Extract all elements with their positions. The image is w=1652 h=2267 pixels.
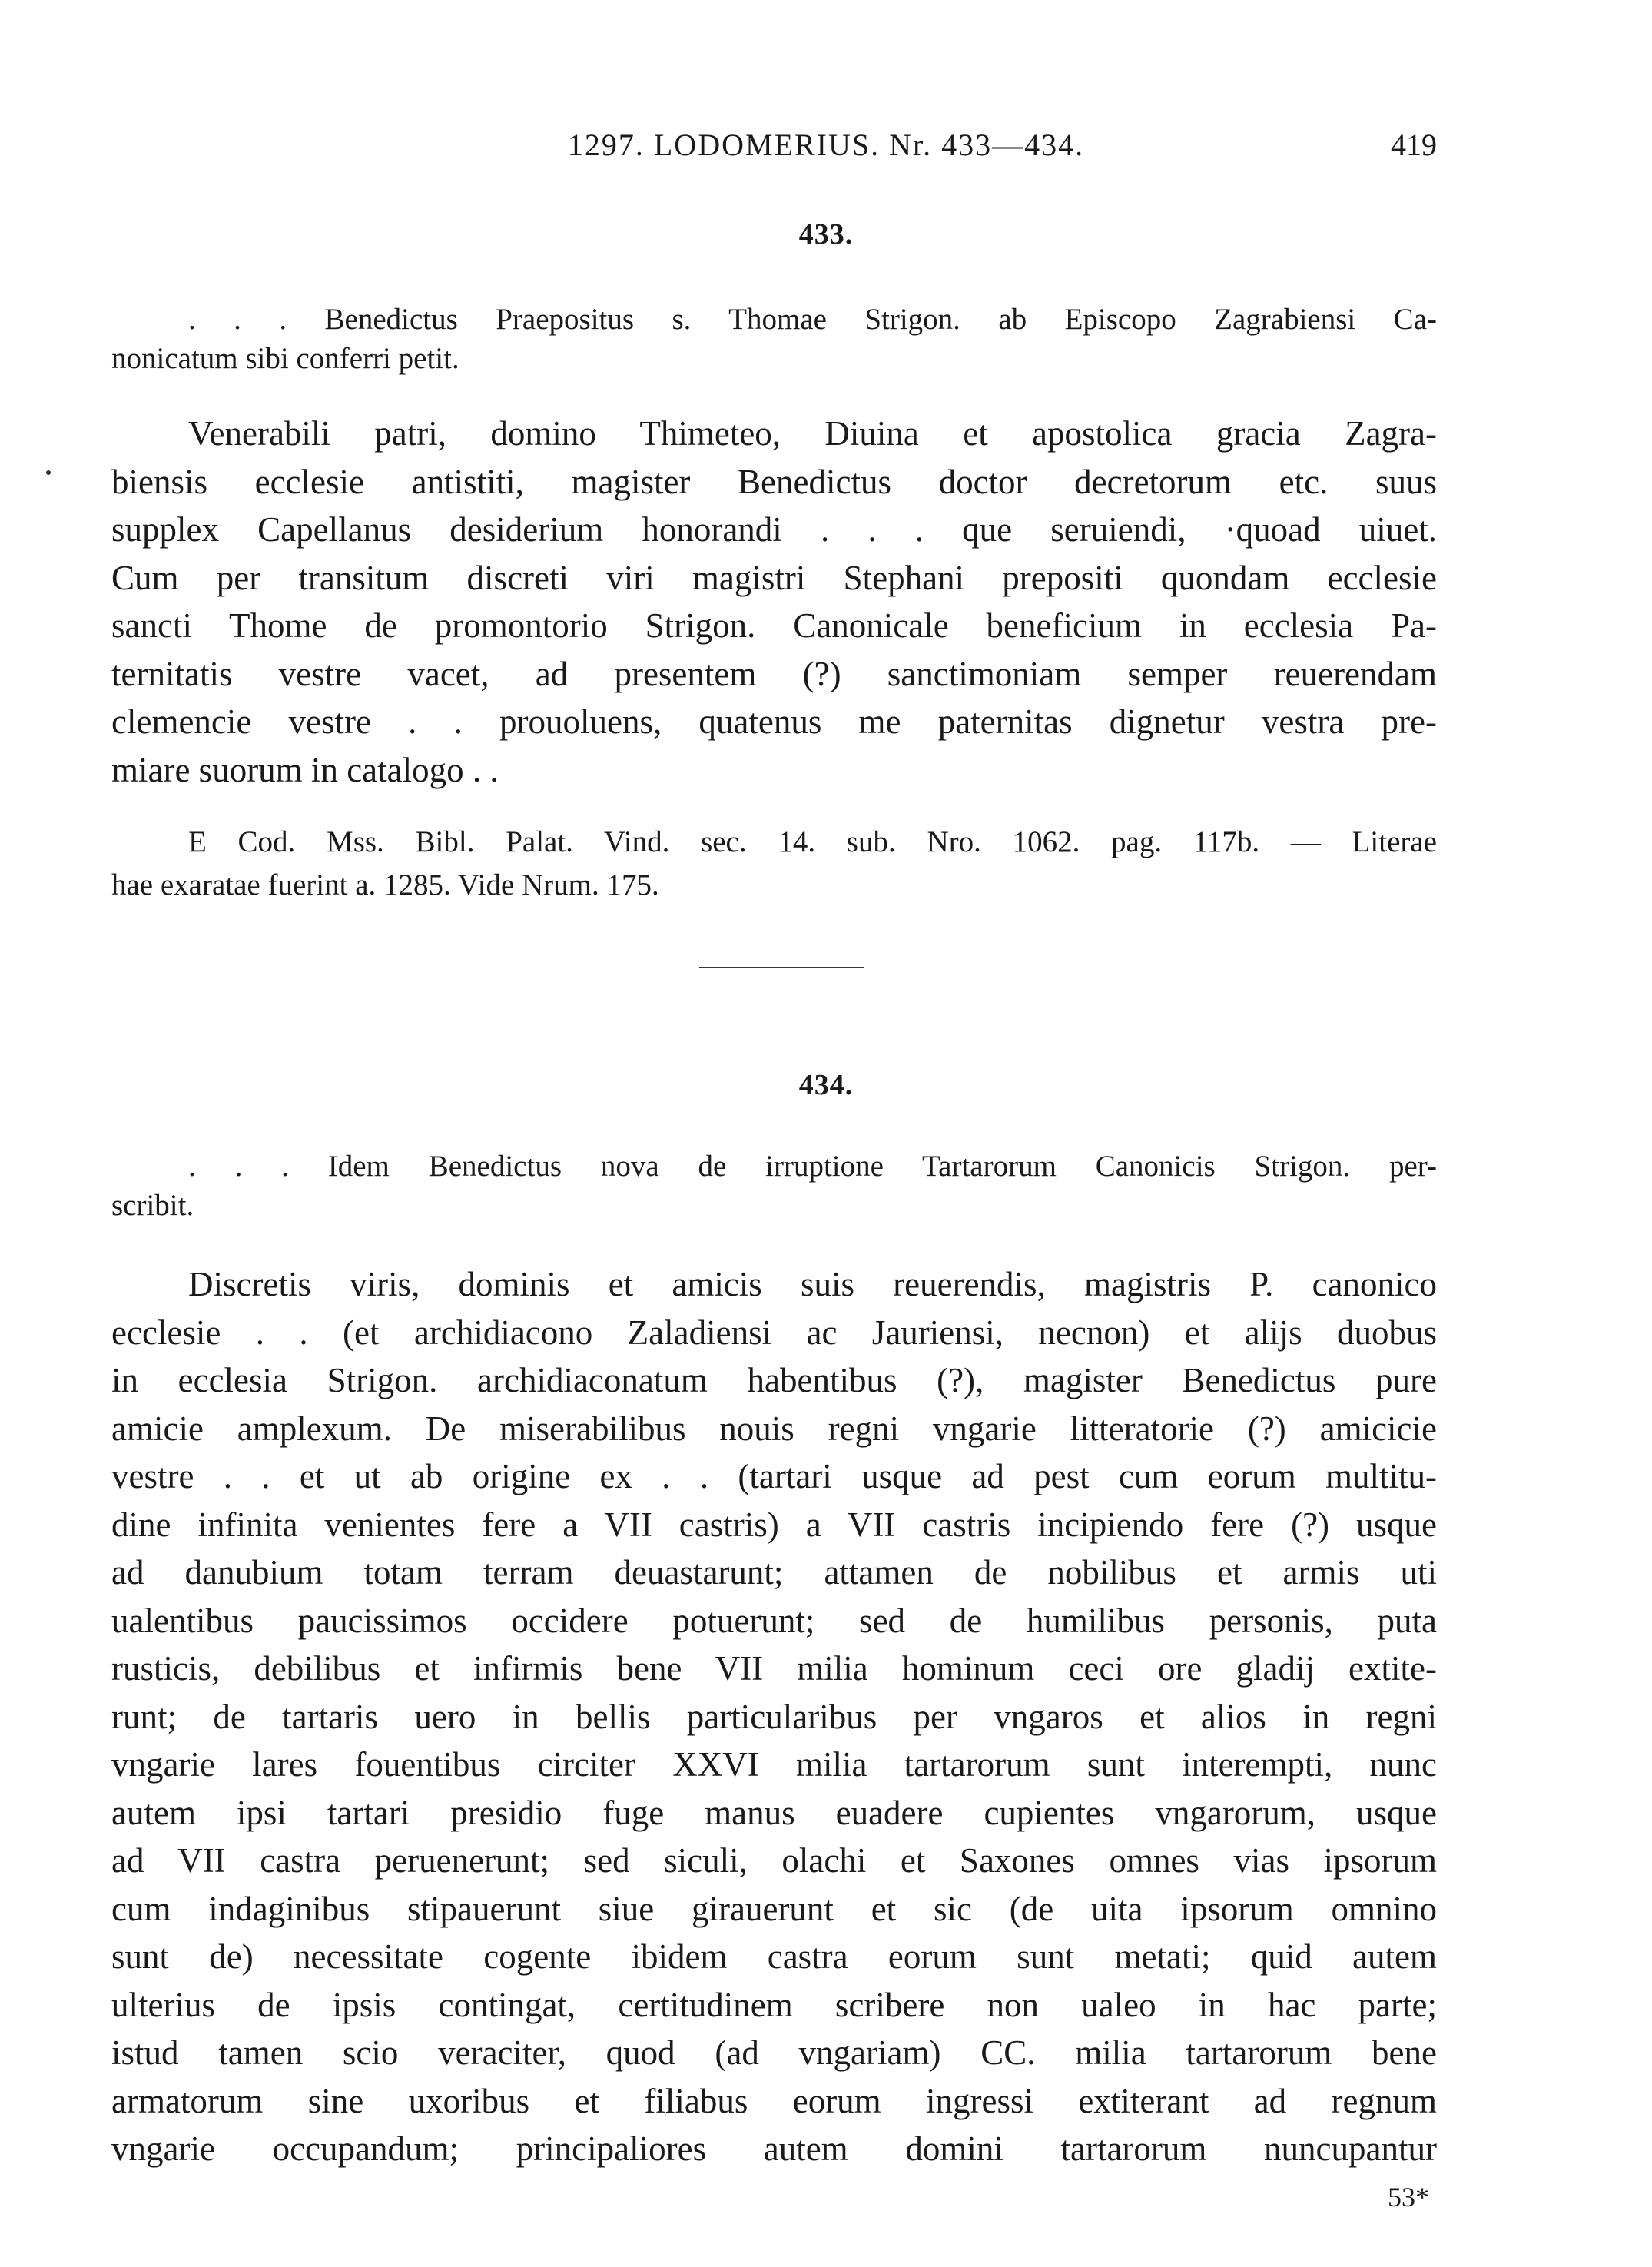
body-line: in ecclesia Strigon. archidiaconatum habentibus (?), magister Benedictus pure	[111, 1361, 1437, 1399]
body-433	[111, 410, 1437, 794]
body-line: ad danubium totam terram deuastarunt; attamen de nobilibus et armis uti	[111, 1553, 1437, 1592]
body-434	[111, 1260, 1437, 2173]
running-title: 1297. LODOMERIUS. Nr. 433—434.	[567, 128, 1085, 162]
body-line: rusticis, debilibus et infirmis bene VII milia hominum ceci ore gladij extite-	[111, 1649, 1437, 1688]
body-line: autem ipsi tartari presidio fuge manus euadere cupientes vngarorum, usque	[111, 1793, 1437, 1832]
body-line: dine infinita venientes fere a VII castris) a VII castris incipiendo fere (?) usque	[111, 1505, 1437, 1544]
section-divider	[699, 967, 864, 968]
body-line: sunt de) necessitate cogente ibidem castra eorum sunt metati; quid autem	[111, 1937, 1437, 1976]
entry-number-434: 434.	[798, 1069, 854, 1101]
body-line: ad VII castra peruenerunt; sed siculi, olachi et Saxones omnes vias ipsorum	[111, 1841, 1437, 1880]
body-line: Cum per transitum discreti viri magistri Stephani prepositi quondam ecclesie	[111, 558, 1437, 597]
signature-mark: 53*	[1388, 2182, 1429, 2212]
running-head	[0, 127, 1652, 173]
body-line: biensis ecclesie antistiti, magister Benedictus doctor decretorum etc. suus	[111, 462, 1437, 501]
body-line: vngarie lares fouentibus circiter XXVI milia tartarorum sunt interempti, nunc	[111, 1745, 1437, 1784]
body-line: miare suorum in catalogo . .	[111, 750, 499, 789]
body-line: ualentibus paucissimos occidere potuerunt; sed de humilibus personis, puta	[111, 1601, 1437, 1640]
summary-433	[111, 300, 1437, 378]
page-number: 419	[1391, 128, 1437, 162]
body-line: ulterius de ipsis contingat, certitudinem scribere non ualeo in hac parte;	[111, 1985, 1437, 2024]
summary-line: scribit.	[111, 1189, 194, 1222]
body-line: istud tamen scio veraciter, quod (ad vngariam) CC. milia tartarorum bene	[111, 2033, 1437, 2072]
summary-line: . . . Benedictus Praepositus s. Thomae Strigon. ab Episcopo Zagrabiensi Ca-	[188, 303, 1437, 336]
body-line: Venerabili patri, domino Thimeteo, Diuina et apostolica gracia Zagra-	[188, 414, 1437, 453]
body-line: ternitatis vestre vacet, ad presentem (?) sanctimoniam semper reuerendam	[111, 654, 1437, 693]
body-line: Discretis viris, dominis et amicis suis reuerendis, magistris P. canonico	[188, 1265, 1437, 1303]
entry-number-433: 433.	[798, 218, 854, 251]
body-line: ecclesie . . (et archidiacono Zaladiensi ac Jauriensi, necnon) et alijs duobus	[111, 1313, 1437, 1352]
body-line: vngarie occupandum; principaliores autem domini tartarorum nuncupantur	[111, 2129, 1437, 2168]
body-line: armatorum sine uxoribus et filiabus eorum ingressi extiterant ad regnum	[111, 2081, 1437, 2120]
source-line: E Cod. Mss. Bibl. Palat. Vind. sec. 14. sub. Nro. 1062. pag. 117b. — Literae	[188, 825, 1437, 858]
body-line: vestre . . et ut ab origine ex . . (tartari usque ad pest cum eorum multitu-	[111, 1457, 1437, 1495]
margin-mark	[46, 470, 51, 475]
summary-434	[111, 1147, 1437, 1225]
body-line: amicie amplexum. De miserabilibus nouis regni vngarie litteratorie (?) amicicie	[111, 1409, 1437, 1448]
summary-line: . . . Idem Benedictus nova de irruptione Tartarorum Canonicis Strigon. per-	[188, 1150, 1437, 1183]
source-note-433	[111, 821, 1437, 907]
body-line: supplex Capellanus desiderium honorandi . . . que seruiendi, ·quoad uiuet.	[111, 510, 1437, 549]
body-line: sancti Thome de promontorio Strigon. Canonicale beneficium in ecclesia Pa-	[111, 606, 1437, 645]
body-line: runt; de tartaris uero in bellis particularibus per vngaros et alios in regni	[111, 1697, 1437, 1736]
body-line: cum indaginibus stipauerunt siue girauerunt et sic (de uita ipsorum omnino	[111, 1889, 1437, 1928]
summary-line: nonicatum sibi conferri petit.	[111, 342, 459, 375]
body-line: clemencie vestre . . prouoluens, quatenus me paternitas dignetur vestra pre-	[111, 702, 1437, 741]
source-line: hae exaratae fuerint a. 1285. Vide Nrum. 175.	[111, 868, 659, 901]
